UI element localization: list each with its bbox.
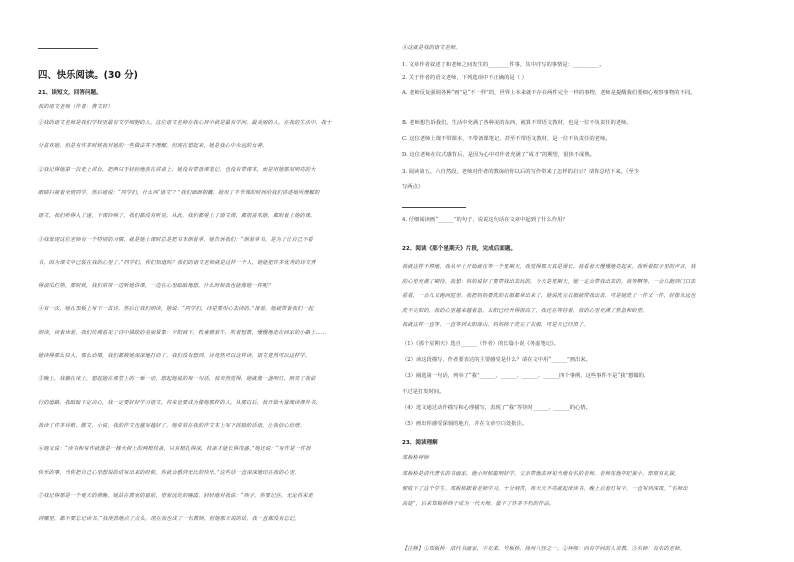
text-line: 眼睛扫视着全班同学，然后她说：“同学们，什么叫‘语文’？”我们面面相觑。她用了半节课的时间给我们讲述她所理解的 xyxy=(38,189,320,196)
q3-text-cont: 写两点） xyxy=(402,184,424,190)
question-23: 23、阅读理解 xyxy=(402,440,438,446)
text-line: 分喜欢她，但是有许多时候我对她的一些做法并不理解，但现在想起来，她是我心中永远的女神。 xyxy=(38,143,268,150)
text-line: 朗读，读着读着，我们仿佛看见了诗中描绘的美丽景象：夕阳西下，牧童骑着牛，吹着短笛，慢慢地走在回家的小路上…… xyxy=(38,329,327,336)
q1-text: 1. 文章作者叙述了和老师之间发生的________件事，其中详写的事情是：__________。 xyxy=(402,62,605,68)
text-line: ⑥她又说：“读书和写作就像是一棵大树上的两根枝条，只有根扎得深，枝条才能长得茂盛。”她还说：“写作是一件很 xyxy=(38,446,311,453)
q4-text: 4. 仔细阅读画“______”的句子，说说这句话在文章中起到了什么作用？ xyxy=(402,217,568,223)
text-line: ②我记得她第一次走上讲台，把两只手轻轻地放在讲桌上，她没有带备课笔记，也没有带课本，而是用她那双明亮的大 xyxy=(38,166,316,173)
text-line: ①我的语文老师是我们学校里最有文学细胞的人。这位语文老师在我心目中就是最有学问、最美丽的人。在我的生活中，我十 xyxy=(38,120,332,126)
text-line: 到哪里，都不要忘记读书。”我使劲地点了点头。现在我也成了一名教师，但她那天说的话，我一直都没有忘记。 xyxy=(38,516,300,523)
text-line: 她读得那么投入，那么动情，我们都被她深深地打动了。我们没有想到，诗竟然可以这样读，语文竟然可以这样学。 xyxy=(38,353,311,359)
sub-q1: （1）《那个星期天》选自______（作者）的长篇小说《务虚笔记》。 xyxy=(402,341,559,347)
question-22: 22、阅读《那个星期天》片段，完成后面题。 xyxy=(402,246,517,252)
option-b: B. 老师想告诉我们，生活中充满了各种美的东西，就算不带语文教材，也是一位不负责任的老师。 xyxy=(402,120,632,126)
answer-rule xyxy=(402,207,466,208)
section-heading: 四、快乐阅读。(30 分) xyxy=(38,70,138,81)
option-a: A. 老师反复强调各种“画”是“不一样”的，世界上本来就不存在两件完全一样的事物，老师是提醒我们要细心观察事物的不同。 xyxy=(402,90,696,96)
text-line: ③我发现这位老师有一个特别的习惯，就是她上课时总是把书本倒着拿，她告诉我们：“倒着拿书，是为了让自己不看 xyxy=(38,236,314,243)
text-line: 郑板桥是清代著名的书画家，他小时候聪明好学，父亲带他去拜见当地有名的老师。老师见他年纪虽小，却很有礼貌， xyxy=(402,471,680,477)
blank-rule xyxy=(38,48,98,49)
text-line: 看看，一会儿又跑回屋里。我把妈妈要洗的衣服都拿出来了，她说洗完衣服就带我出去。可是她洗了一件又一件，好像永远也 xyxy=(402,293,696,299)
q2-text: 2. 关于作者的语文老师，下列选项中不正确的是（ ） xyxy=(402,75,527,81)
sub-q3: （3）圈选第一句话，列举了“我”______、______、______、______四个事例，这些事件不是“我”想做的， xyxy=(402,373,650,379)
article-end-line: ⑧这就是我的语文老师。 xyxy=(402,45,461,51)
text-line: 高徒”，后来郑板桥终于成为一代大师，留下了许多不朽的作品。 xyxy=(402,501,555,507)
sub-q2: （2）读这段描写，作者要表达的主要感受是什么？请在文中用“______”画出来。 xyxy=(402,357,591,363)
text-line: ⑤晚上，我躺在床上，想起她在课堂上的一举一动，想起她说的每一句话，我突然觉得，她就像一盏明灯，照亮了我前 xyxy=(38,376,316,383)
text-line: 行的道路。我暗暗下定决心，我一定要好好学习语文，将来也要成为像她那样的人。从那以后，我开始大量阅读课外书， xyxy=(38,399,321,406)
text-line: 快乐的事，当你把自己心里想说的话写出来的时候，你就会感到无比的快乐。”这些话一直深深地印在我的心里。 xyxy=(38,469,300,476)
sub-q3-cont: 不过是打发时间。 xyxy=(402,389,445,395)
option-c: C. 这位老师上课不带课本，不带备课笔记，甚至不带语文教材，是一位不负责任的老师。 xyxy=(402,136,611,142)
article-title: 我的语文老师（作者：曹文轩） xyxy=(38,104,113,110)
text-line: 的心里充满了期待。我想：妈妈说好了要带我出去玩的，今天是星期天，她一定会带我出去的。我等啊等，一会儿跑到门口去 xyxy=(402,278,696,285)
question-21: 21、读短文，回答问题。 xyxy=(38,90,102,96)
text-line: ⑦我记得那是一个夏天的傍晚，她站在教室的窗前，望着远处的晚霞，轻轻地对我说：“孩子，你要记住，无论将来走 xyxy=(38,492,314,499)
option-d: D. 这位老师在仪式感背后，是因为心中对作者充满了“成才”的期望，很快不成熟。 xyxy=(402,152,595,158)
text-line: 我就这样不停地，我从早上开始就在等一个星期天，我觉得那天真是漫长。我看着天慢慢地亮起来，我听着院子里的声音，我 xyxy=(402,264,696,270)
q3-text: 3. 阅读第五、六自然段，老师对作者的教诲给你以后的写作带来了怎样的启示？请你总结下来。（至少 xyxy=(402,169,640,175)
sub-q5: （5）画出你感受深刻的地方，并在文章空白处批注。 xyxy=(402,421,528,427)
sub-q4: （4）选文通过动作描写和心理描写，表现了“我”等待时______、______的心情。 xyxy=(402,405,591,411)
text-line: 书，因为课文早已装在我的心里了。”同学们，你们知道吗？我们的语文老师就是这样一个人，她能把许多优秀的诗文背 xyxy=(38,259,316,266)
text-line: 洗不完似的，我的心里越来越着急，太阳已经升得很高了，我还在等待着，我的心里充满了焦急和盼望。 xyxy=(402,307,648,314)
text-line: 我就这样一直等，一直等到太阳落山，妈妈终于洗完了衣服，可是天已经黑了。 xyxy=(402,322,589,328)
passage-23-title: 郑板桥拜师 xyxy=(402,455,429,461)
text-line: 得滚瓜烂熟。那时候，我们常常一边听她讲课，一边在心里暗暗地想，什么时候我也能像她一样呢？ xyxy=(38,283,273,290)
annotation-note: 【注释】①郑板桥：清代书画家，字克柔，号板桥，扬州八怪之一。②拜师：向有学问的人求教。③名师：有名的老师。 xyxy=(402,546,685,552)
text-line: 语文，我们听得入了迷，下课铃响了，我们都没有听见。从此，我们都爱上了语文课，都很喜欢她，都盼着上她的课。 xyxy=(38,213,316,220)
text-line: 便收下了这个学生。郑板桥跟着老师学习，十分刻苦，每天天不亮就起床读书，晚上点着灯写字，一直写到深夜。“名师出 xyxy=(402,486,688,492)
text-line: ④有一次，她在黑板上写下一首诗，然后让我们朗读，她说：“同学们，诗是要用心去读的。”接着，她就带着我们一起 xyxy=(38,306,314,313)
text-line: 我读了许多诗歌、散文、小说，我的作文也越写越好了，她常常在我的作文本上写下鼓励的话语，让我信心倍增。 xyxy=(38,422,305,429)
